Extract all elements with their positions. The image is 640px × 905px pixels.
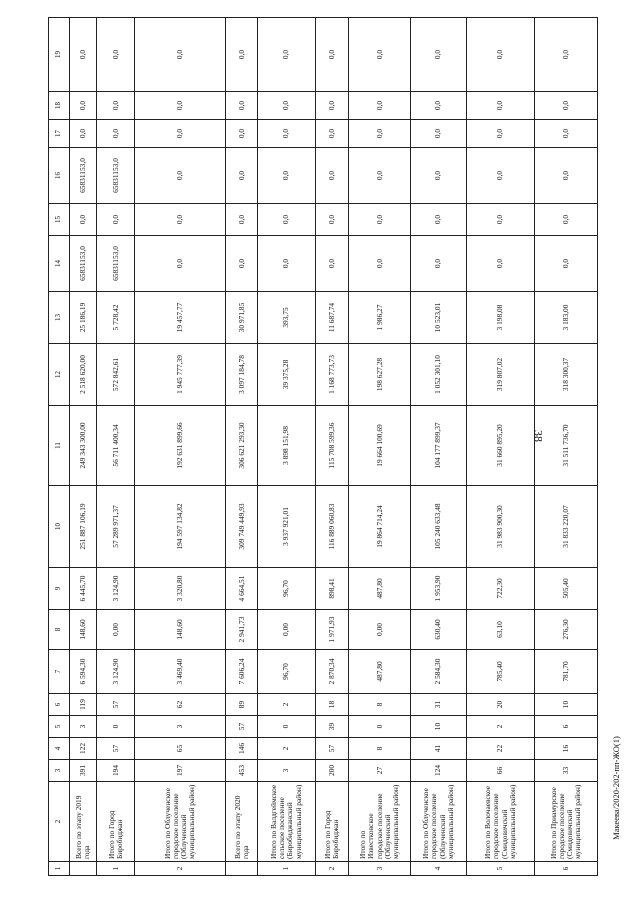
table-cell: 0,0 [315,120,348,148]
table-cell: 115 708 599,36 [315,406,348,486]
table-cell: 25 186,19 [69,292,96,344]
table-cell: 785,40 [466,650,535,694]
table-cell: 16 [535,738,598,760]
table-cell: 0,0 [226,120,258,148]
column-header-cell: 6 [49,694,70,716]
table-body [49,18,598,876]
table-cell: 0 [96,716,135,738]
table-cell: 0,0 [69,92,96,120]
table-cell: 56 711 400,34 [96,406,135,486]
table-cell [69,862,96,876]
table-cell: 57 [226,716,258,738]
table-cell: 116 889 060,83 [315,486,348,568]
table-cell: 194 597 134,82 [135,486,226,568]
table-cell: 5 [466,862,535,876]
table-cell: 0,0 [466,236,535,292]
table-cell: 0,0 [258,92,315,120]
table-cell: Итого по Приамурское городское поселение (Смидовичский муниципальный район) [535,782,598,862]
table-cell: 0,0 [315,92,348,120]
table-cell: 18 [315,694,348,716]
table-cell: 309 749 449,93 [226,486,258,568]
table-cell: 148,60 [135,610,226,650]
table-cell: 10 523,01 [411,292,466,344]
table-cell: 5 728,42 [96,292,135,344]
column-header-cell: 11 [49,406,70,486]
column-header-cell: 16 [49,148,70,204]
table-row [258,18,315,876]
column-header-cell: 9 [49,568,70,610]
table-cell: 31 833 220,07 [535,486,598,568]
table-cell: 1 052 301,10 [411,344,466,406]
table-cell: 6 [535,862,598,876]
table-cell: 0,0 [258,18,315,92]
table-cell: 148,60 [69,610,96,650]
table-row [135,18,226,876]
table-cell: 31 660 895,20 [466,406,535,486]
column-header-cell: 10 [49,486,70,568]
table-cell: 0,0 [315,148,348,204]
table-cell: 0,0 [226,18,258,92]
header-row [49,18,70,876]
table-cell: 0,00 [96,610,135,650]
table-row [411,18,466,876]
table-row [535,18,598,876]
table-cell: 1 [258,862,315,876]
table-cell: 0,0 [135,204,226,236]
table-cell: 487,80 [348,650,411,694]
table-row [315,18,348,876]
table-cell: 0,00 [258,610,315,650]
table-cell: 0,0 [348,236,411,292]
table-cell: 0,0 [466,204,535,236]
table-row [466,18,535,876]
column-header-cell: 1 [49,862,70,876]
table-cell: 0,0 [69,204,96,236]
table-cell: 0,0 [348,92,411,120]
table-cell: Итого по Город Биробиджан [315,782,348,862]
table-cell: 41 [411,738,466,760]
table-cell: 1 [96,862,135,876]
table-cell: 0,0 [535,18,598,92]
table-cell: 33 [535,760,598,782]
table-cell: 391 [69,760,96,782]
table-cell: 192 631 899,66 [135,406,226,486]
table-cell: 0,0 [466,18,535,92]
table-cell: 319 807,02 [466,344,535,406]
table-cell: 3 [69,716,96,738]
column-header-cell: 15 [49,204,70,236]
table-cell: 3 937 921,01 [258,486,315,568]
column-header-cell: 4 [49,738,70,760]
table-cell: 3 469,40 [135,650,226,694]
table-cell: 124 [411,760,466,782]
table-cell: 11 687,74 [315,292,348,344]
table-cell: 119 [69,694,96,716]
table-cell: 62 [135,694,226,716]
table-cell: 19 864 714,24 [348,486,411,568]
table-cell: 19 664 100,69 [348,406,411,486]
table-cell: 1 986,27 [348,292,411,344]
table-cell: 0,0 [258,148,315,204]
column-header-cell: 17 [49,120,70,148]
table-cell: 0,0 [96,204,135,236]
table-cell: 105 240 633,48 [411,486,466,568]
table-cell: 0 [258,716,315,738]
table-cell: 0,0 [348,204,411,236]
table-cell: 0,0 [135,120,226,148]
table-cell: 3 [258,760,315,782]
table-cell: 65 [135,738,226,760]
table-row [348,18,411,876]
table-cell: 96,70 [258,650,315,694]
table-cell: 3 898 151,98 [258,406,315,486]
table-cell: Всего по этапу 2019 года [69,782,96,862]
column-header-cell: 14 [49,236,70,292]
table-cell: Итого по Валдгеймское сельское поселение (Биробиджанский муниципальный район) [258,782,315,862]
table-cell: 722,30 [466,568,535,610]
table-cell: 2 [258,694,315,716]
table-cell: 0,0 [135,92,226,120]
table-cell: 0,0 [535,92,598,120]
column-header-cell: 5 [49,716,70,738]
table-cell: 1 168 773,73 [315,344,348,406]
table-cell: 6 445,70 [69,568,96,610]
table-cell: 0,0 [535,204,598,236]
column-header-cell: 8 [49,610,70,650]
table-cell: 2 941,73 [226,610,258,650]
table-cell: 22 [466,738,535,760]
table-cell: 0,0 [226,148,258,204]
table-cell: 19 457,77 [135,292,226,344]
column-header-cell: 2 [49,782,70,862]
data-table [48,17,598,876]
table-cell: 572 842,61 [96,344,135,406]
table-cell: 393,75 [258,292,315,344]
table-cell: 1 945 777,39 [135,344,226,406]
table-cell: 2 870,34 [315,650,348,694]
table-cell: 0,00 [348,610,411,650]
table-cell: 0,0 [348,120,411,148]
table-cell: 57 [96,738,135,760]
table-cell: 0,0 [535,120,598,148]
table-cell: 251 887 106,19 [69,486,96,568]
column-header-cell: 3 [49,760,70,782]
table-cell: 89 [226,694,258,716]
table-cell: 249 343 300,00 [69,406,96,486]
table-cell: 57 289 971,37 [96,486,135,568]
table-cell: 2 [258,738,315,760]
table-cell: 0,0 [411,236,466,292]
table-cell: 2 [315,862,348,876]
table-cell: 0,0 [69,120,96,148]
table-row [226,18,258,876]
table-cell: 65831153,0 [69,148,96,204]
table-cell: 0,0 [411,120,466,148]
table-cell: Итого по Облученское городское поселение (Облученский муниципальный район) [135,782,226,862]
table-row [96,18,135,876]
table-cell [226,862,258,876]
table-cell: 31 511 736,70 [535,406,598,486]
table-cell: 39 [315,716,348,738]
table-cell: 898,41 [315,568,348,610]
table-cell: 7 606,24 [226,650,258,694]
table-cell: 0,0 [466,148,535,204]
table-cell: 1 953,90 [411,568,466,610]
table-cell: 8 [348,694,411,716]
table-cell: 2 518 620,00 [69,344,96,406]
table-cell: 3 097 184,78 [226,344,258,406]
table-cell: 0,0 [535,236,598,292]
table-cell: 0,0 [411,92,466,120]
table-cell: 4 664,51 [226,568,258,610]
table-cell: 6 [535,716,598,738]
table-cell: 0,0 [466,120,535,148]
table-cell: 57 [96,694,135,716]
table-cell: 453 [226,760,258,782]
column-header-cell: 12 [49,344,70,406]
table-cell: 0,0 [135,236,226,292]
table-cell: 0,0 [135,18,226,92]
table-cell: 630,40 [411,610,466,650]
rotated-table-container [48,18,598,876]
table-cell: 0,0 [348,148,411,204]
table-cell: Всего по этапу 2020 года [226,782,258,862]
table-cell: 197 [135,760,226,782]
table-cell: 6 594,30 [69,650,96,694]
table-cell: 3 124,90 [96,568,135,610]
table-cell: Итого по Город Биробиджан [96,782,135,862]
table-cell: 0,0 [258,204,315,236]
table-cell: 200 [315,760,348,782]
table-cell: 0,0 [96,18,135,92]
column-header-cell: 13 [49,292,70,344]
table-cell: 276,30 [535,610,598,650]
table-cell: 781,70 [535,650,598,694]
table-cell: 31 983 900,30 [466,486,535,568]
table-cell: 3 183,00 [535,292,598,344]
table-cell: 0,0 [411,18,466,92]
table-cell: 0,0 [315,204,348,236]
table-cell: 65831153,0 [96,148,135,204]
table-cell: 0,0 [258,236,315,292]
table-cell: 306 621 293,30 [226,406,258,486]
table-cell: 0,0 [258,120,315,148]
page-number: 38 [531,430,546,442]
table-cell: 3 320,80 [135,568,226,610]
table-cell: 0,0 [535,148,598,204]
table-cell: 20 [466,694,535,716]
table-cell: 3 [135,716,226,738]
table-cell: 39 375,28 [258,344,315,406]
table-cell: 8 [348,738,411,760]
table-cell: 0,0 [315,236,348,292]
table-cell: 30 971,85 [226,292,258,344]
table-cell: 0,0 [411,204,466,236]
table-cell: Итого по Облученское городское поселение (Облученский муниципальный район) [411,782,466,862]
table-cell: 0,0 [348,18,411,92]
table-cell: 0 [348,716,411,738]
table-cell: 0,0 [96,120,135,148]
table-cell: 194 [96,760,135,782]
table-cell: 0,0 [69,18,96,92]
table-cell: Итого по Известковское городское поселение (Облученский муниципальный район) [348,782,411,862]
table-cell: 0,0 [466,92,535,120]
table-cell: 0,0 [96,92,135,120]
table-cell: 2 584,30 [411,650,466,694]
table-cell: 2 [466,716,535,738]
table-cell: 0,0 [226,204,258,236]
table-cell: 0,0 [315,18,348,92]
table-cell: 63,10 [466,610,535,650]
table-cell: 3 198,08 [466,292,535,344]
table-cell: 65831153,0 [69,236,96,292]
table-cell: 10 [535,694,598,716]
table-cell: 31 [411,694,466,716]
table-cell: Итого по Волочаевское городское поселение (Смидовичский муниципальный район) [466,782,535,862]
column-header-cell: 7 [49,650,70,694]
table-cell: 122 [69,738,96,760]
table-cell: 1 971,93 [315,610,348,650]
table-cell: 66 [466,760,535,782]
column-header-cell: 18 [49,92,70,120]
table-row [69,18,96,876]
table-cell: 3 124,90 [96,650,135,694]
table-cell: 57 [315,738,348,760]
table-cell: 27 [348,760,411,782]
table-cell: 10 [411,716,466,738]
table-cell: 4 [411,862,466,876]
table-cell: 487,80 [348,568,411,610]
table-cell: 146 [226,738,258,760]
column-header-cell: 19 [49,18,70,92]
table-cell: 3 [348,862,411,876]
footer-reference: Макеева/2020-202-пп-ЖО(1) [611,736,621,840]
table-cell: 0,0 [135,148,226,204]
table-cell: 104 177 899,37 [411,406,466,486]
table-cell: 505,40 [535,568,598,610]
table-cell: 0,0 [411,148,466,204]
table-cell: 318 300,37 [535,344,598,406]
table-cell: 96,70 [258,568,315,610]
table-cell: 0,0 [226,92,258,120]
table-cell: 65831153,0 [96,236,135,292]
table-cell: 0,0 [226,236,258,292]
table-cell: 198 627,28 [348,344,411,406]
table-cell: 2 [135,862,226,876]
